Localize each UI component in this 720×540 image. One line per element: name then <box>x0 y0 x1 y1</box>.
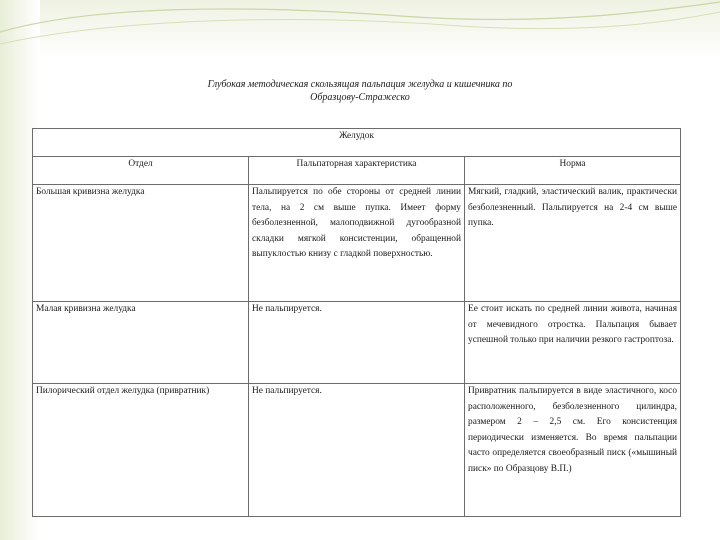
title-line-1: Глубокая методическая скользящая пальпация желудка и кишечника по <box>207 79 513 90</box>
table-row <box>33 302 681 384</box>
document-title <box>120 78 600 104</box>
section-header-stomach: Желудок <box>33 129 681 157</box>
cell-norm: Привратник пальпируется в виде эластичного, косо расположенного, безболезненного цилиндра, размером 2 – 2,5 см. Его консистенция периодически изменяется. Во время пальпации часто определяется своеобразный писк («мышиный писк» по Образцову В.П.) <box>465 384 681 517</box>
stomach-palpation-table <box>32 128 681 517</box>
table-row <box>33 185 681 302</box>
cell-norm: Ее стоит искать по средней линии живота, начиная от мечевидного отростка. Пальпация бывает успешной только при наличии резкого гастроптоза. <box>465 302 681 384</box>
decorative-swoosh <box>0 0 720 60</box>
title-line-2: Образцову-Стражеско <box>310 92 410 103</box>
column-header-palpation: Пальпаторная характеристика <box>249 157 465 185</box>
cell-norm: Мягкий, гладкий, эластический валик, практически безболезненный. Пальпируется на 2-4 см выше пупка. <box>465 185 681 302</box>
cell-department: Большая кривизна желудка <box>33 185 249 302</box>
cell-palpation: Пальпируется по обе стороны от средней линии тела, на 2 см выше пупка. Имеет форму безболезненной, малоподвижной дугообразной складки мягкой консистенции, обращенной выпуклостью книзу с гладкой поверхностью. <box>249 185 465 302</box>
table-section-row <box>33 129 681 157</box>
cell-palpation: Не пальпируется. <box>249 384 465 517</box>
column-header-norm: Норма <box>465 157 681 185</box>
cell-palpation: Не пальпируется. <box>249 302 465 384</box>
cell-department: Пилорический отдел желудка (привратник) <box>33 384 249 517</box>
cell-department: Малая кривизна желудка <box>33 302 249 384</box>
table-row <box>33 384 681 517</box>
table-header-row <box>33 157 681 185</box>
column-header-department: Отдел <box>33 157 249 185</box>
